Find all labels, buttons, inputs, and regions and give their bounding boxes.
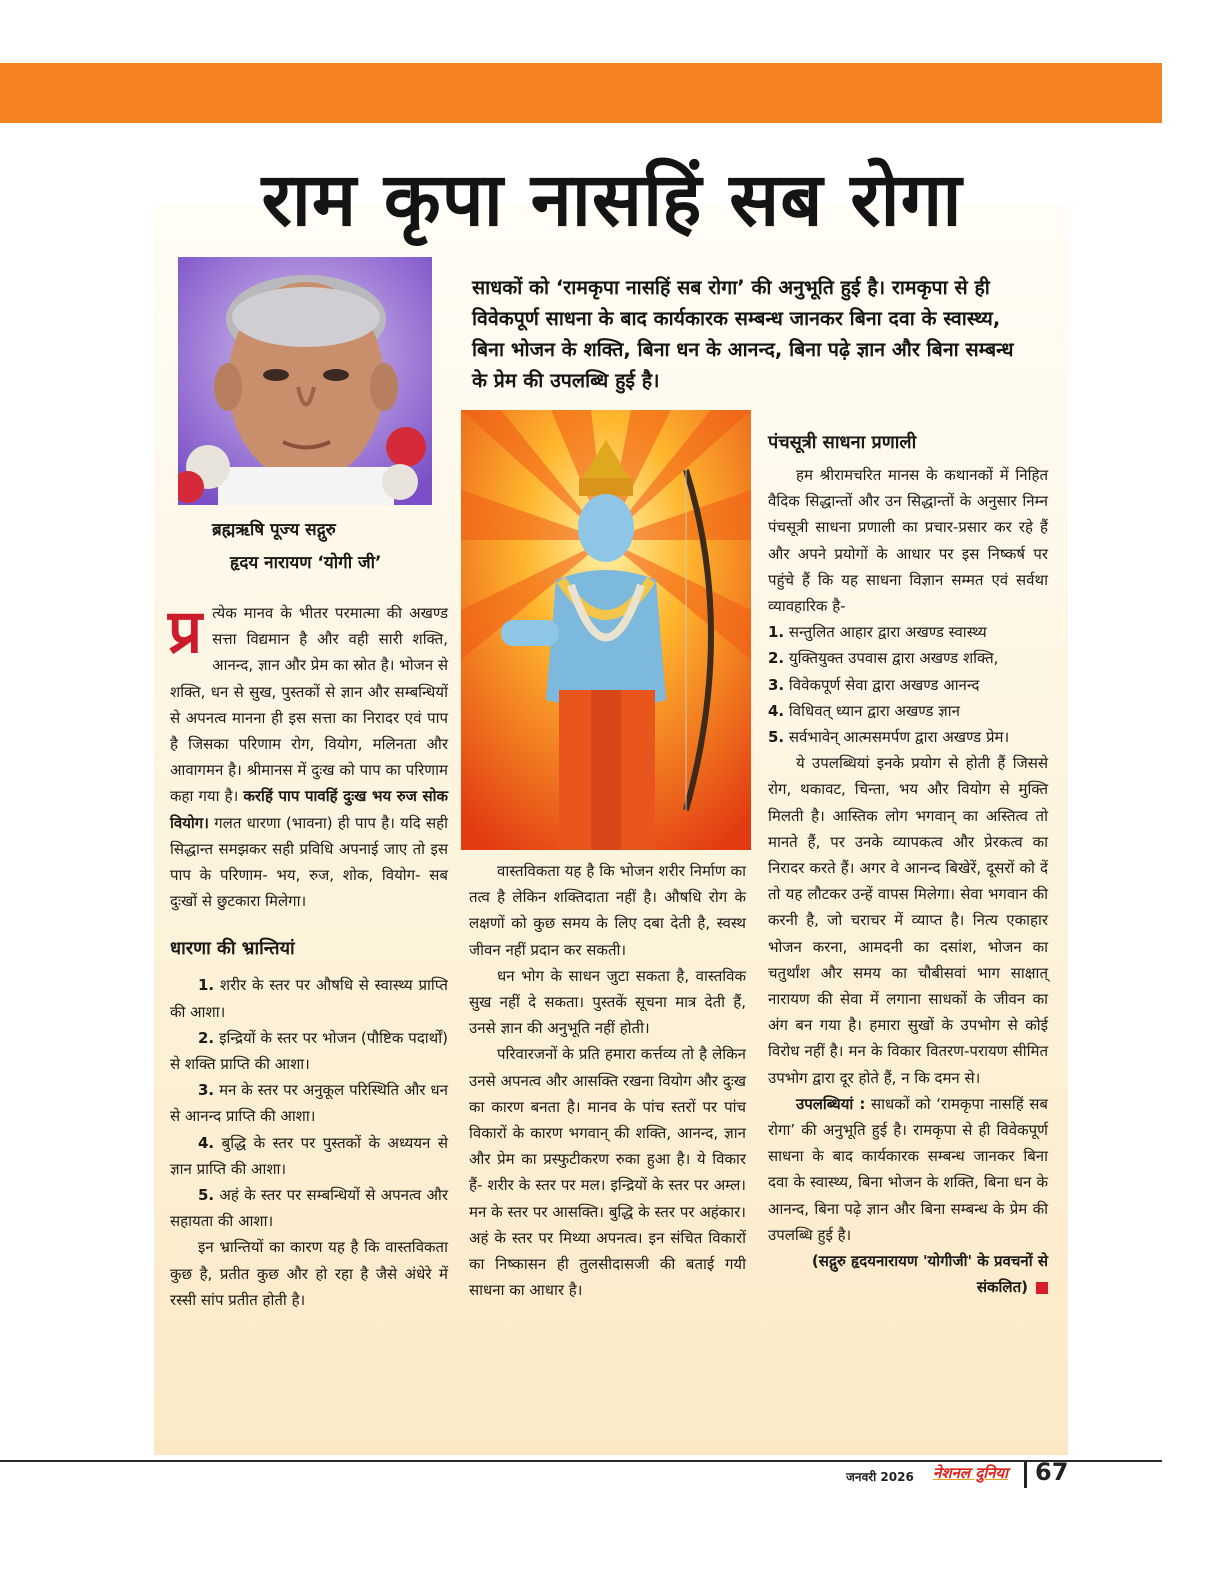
list-item: 4. विधिवत् ध्यान द्वारा अखण्ड ज्ञान bbox=[768, 701, 961, 720]
achievements-text: साधकों को ‘रामकृपा नासहिं सब रोगा’ की अनुभूति हुई है। रामकृपा से ही विवेकपूर्ण साधना के बाद कार्यकारक सम्बन्ध जानकर बिना दवा के स्वास्थ्य, बिना भोजन के शक्ति, बिना धन के आनन्द, बिना पढ़े ज्ञान और बिना सम्बन्ध के प्रेम की उपलब्धि हुई है। bbox=[768, 1094, 1048, 1244]
subheading-panchsutri: पंचसूत्री साधना प्रणाली bbox=[768, 432, 917, 453]
page-number: 67 bbox=[1035, 1458, 1069, 1486]
list-item: 2. इन्द्रियों के स्तर पर भोजन (पौष्टिक पदार्थों) से शक्ति प्राप्ति की आशा। bbox=[170, 1028, 448, 1074]
body-paragraph: परिवारजनों के प्रति हमारा कर्त्तव्य तो है लेकिन उनसे अपनत्व और आसक्ति रखना वियोग और दुःख का कारण बनता है। मानव के पांच स्तरों पर पांच विकारों के कारण भगवान् की शक्ति, आनन्द, ज्ञान और प्रेम का प्रस्फुटीकरण रुका हुआ है। ये विकार हैं- शरीर के स्तर पर मल। इन्द्रियों के स्तर पर अम्ल। मन के स्तर पर आसक्ति। बुद्धि के स्तर पर अहंकार। अहं के स्तर पर मिथ्या अपनत्व। इन संचित विकारों का निष्कासन ही तुलसीदासजी की बताई गयी साधना का आधार है। bbox=[469, 1045, 746, 1300]
body-paragraph: वास्तविकता यह है कि भोजन शरीर निर्माण का तत्व है लेकिन शक्तिदाता नहीं है। औषधि रोग के लक्षणों को कुछ समय के लिए दबा देती है, स्वस्थ जीवन नहीं प्रदान कर सकती। bbox=[469, 862, 746, 959]
rama-image bbox=[461, 410, 751, 850]
body-paragraph: धन भोग के साधन जुटा सकता है, वास्तविक सुख नहीं दे सकता। पुस्तकें सूचना मात्र देती हैं, उनसे ज्ञान की अनुभूति नहीं होती। bbox=[469, 966, 746, 1038]
list-item: 1. सन्तुलित आहार द्वारा अखण्ड स्वास्थ्य bbox=[768, 623, 987, 642]
footer-issue-date: जनवरी 2026 bbox=[846, 1470, 914, 1484]
lead-paragraph: साधकों को ‘रामकृपा नासहिं सब रोगा’ की अनुभूति हुई है। रामकृपा से ही विवेकपूर्ण साधना के बाद कार्यकारक सम्बन्ध जानकर बिना दवा के स्वास्थ्य, बिना भोजन के शक्ति, बिना धन के आनन्द, बिना पढ़े ज्ञान और बिना सम्बन्ध के प्रेम की उपलब्धि हुई है। bbox=[472, 276, 1014, 392]
intro-paragraph: त्येक मानव के भीतर परमात्मा की अखण्ड सत्ता विद्यमान है और वही सारी शक्ति, आनन्द, ज्ञान और प्रेम का स्रोत है। भोजन से शक्ति, धन से सुख, पुस्तकों से ज्ञान और सम्बन्धियों से अपनत्व मानना ही इस सत्ता का निरादर एवं पाप है जिसका परिणाम रोग, वियोग, मलिनता और आवागमन है। श्रीमानस में दुःख को पाप का परिणाम कहा गया है। bbox=[170, 604, 448, 806]
list-item: 5. अहं के स्तर पर सम्बन्धियों से अपनत्व और सहायता की आशा। bbox=[170, 1186, 448, 1231]
closing-paragraph: इन भ्रान्तियों का कारण यह है कि वास्तविकता कुछ है, प्रतीत कुछ और हो रहा है जैसे अंधेरे में रस्सी सांप प्रतीत होती है। bbox=[170, 1238, 448, 1309]
portrait-illustration bbox=[178, 257, 432, 505]
achievements-label: उपलब्धियां : bbox=[796, 1094, 866, 1113]
caption-line-1: ब्रह्मऋषि पूज्य सद्गुरु bbox=[212, 520, 336, 540]
author-portrait bbox=[178, 257, 432, 505]
footer-rule bbox=[0, 1460, 1162, 1462]
lord-rama-illustration bbox=[461, 410, 751, 850]
body-paragraph: हम श्रीरामचरित मानस के कथानकों में निहित वैदिक सिद्धान्तों और उन सिद्धान्तों के अनुसार निम्न पंचसूत्री साधना प्रणाली का प्रचार-प्रसार कर रहे हैं और अपने प्रयोगों के आधार पर इस निष्कर्ष पर पहुंचे हैं कि यह साधना विज्ञान सम्मत एवं सर्वथा व्यावहारिक है- bbox=[768, 466, 1048, 616]
list-item: 4. बुद्धि के स्तर पर पुस्तकों के अध्ययन से ज्ञान प्राप्ति की आशा। bbox=[170, 1133, 448, 1178]
list-item: 5. सर्वभावेन् आत्मसमर्पण द्वारा अखण्ड प्रेम। bbox=[768, 728, 1010, 747]
list-item: 2. युक्तियुक्त उपवास द्वारा अखण्ड शक्ति, bbox=[768, 649, 999, 668]
footer-separator bbox=[1024, 1462, 1027, 1488]
list-item: 3. मन के स्तर पर अनुकूल परिस्थिति और धन से आनन्द प्राप्ति की आशा। bbox=[170, 1081, 448, 1126]
list-item: 1. शरीर के स्तर पर औषधि से स्वास्थ्य प्राप्ति की आशा। bbox=[170, 976, 448, 1021]
end-mark-icon bbox=[1036, 1282, 1048, 1294]
right-column bbox=[768, 428, 1048, 1301]
quote-followup: गलत धारणा (भावना) ही पाप है। यदि सही सिद्धान्त समझकर सही प्रविधि अपनाई जाए तो इस पाप के परिणाम- भय, रुज, शोक, वियोग- सब दुःखों से छुटकारा मिलेगा। bbox=[170, 813, 448, 911]
caption-line-2: हृदय नारायण ‘योगी जी’ bbox=[230, 553, 382, 573]
list-item: 3. विवेकपूर्ण सेवा द्वारा अखण्ड आनन्द bbox=[768, 675, 980, 694]
portrait-caption bbox=[172, 514, 452, 580]
achievements-paragraph bbox=[768, 1091, 1048, 1248]
middle-column bbox=[469, 858, 746, 1303]
manas-quote: करहिं पाप पावहिं दुःख भय रुज सोक वियोग। bbox=[170, 787, 448, 832]
subheading-misconceptions: धारणा की भ्रान्तियां bbox=[170, 938, 295, 960]
left-column bbox=[168, 597, 448, 1313]
footer-brand-logo: नेशनल दुनिया bbox=[933, 1464, 1009, 1482]
article-title: राम कृपा नासहिं सब रोगा bbox=[261, 157, 963, 243]
body-paragraph: ये उपलब्धियां इनके प्रयोग से होती हैं जिससे रोग, थकावट, चिन्ता, भय और वियोग से मुक्ति मिलती है। आस्तिक लोग भगवान् का अस्तित्व तो मानते हैं, पर उनके व्यापकत्व और प्रेरकत्व का निरादर करते हैं। अगर वे आनन्द बिखेरें, दूसरों को दें तो यह लौटकर उन्हें वापस मिलेगा। सेवा भगवान की करनी है, जो चराचर में व्याप्त है। नित्य एकाहार भोजन करना, आमदनी का दसांश, भोजन का चतुर्थांश और समय का चौबीसवां भाग साक्षात् नारायण की सेवा में लगाना साधकों के जीवन का अंग बन गया है। हमारा सुखों के उपभोग से कोई विरोध नहीं है। मन के विकार वितरण-परायण सीमित उपभोग द्वारा दूर होते हैं, न कि दमन से। bbox=[768, 754, 1048, 1087]
drop-cap: प्र bbox=[168, 597, 203, 667]
top-color-bar bbox=[0, 63, 1162, 123]
source-credit: (सद्गुरु हृदयनारायण 'योगीजी' के प्रवचनों से संकलित) bbox=[811, 1252, 1048, 1297]
